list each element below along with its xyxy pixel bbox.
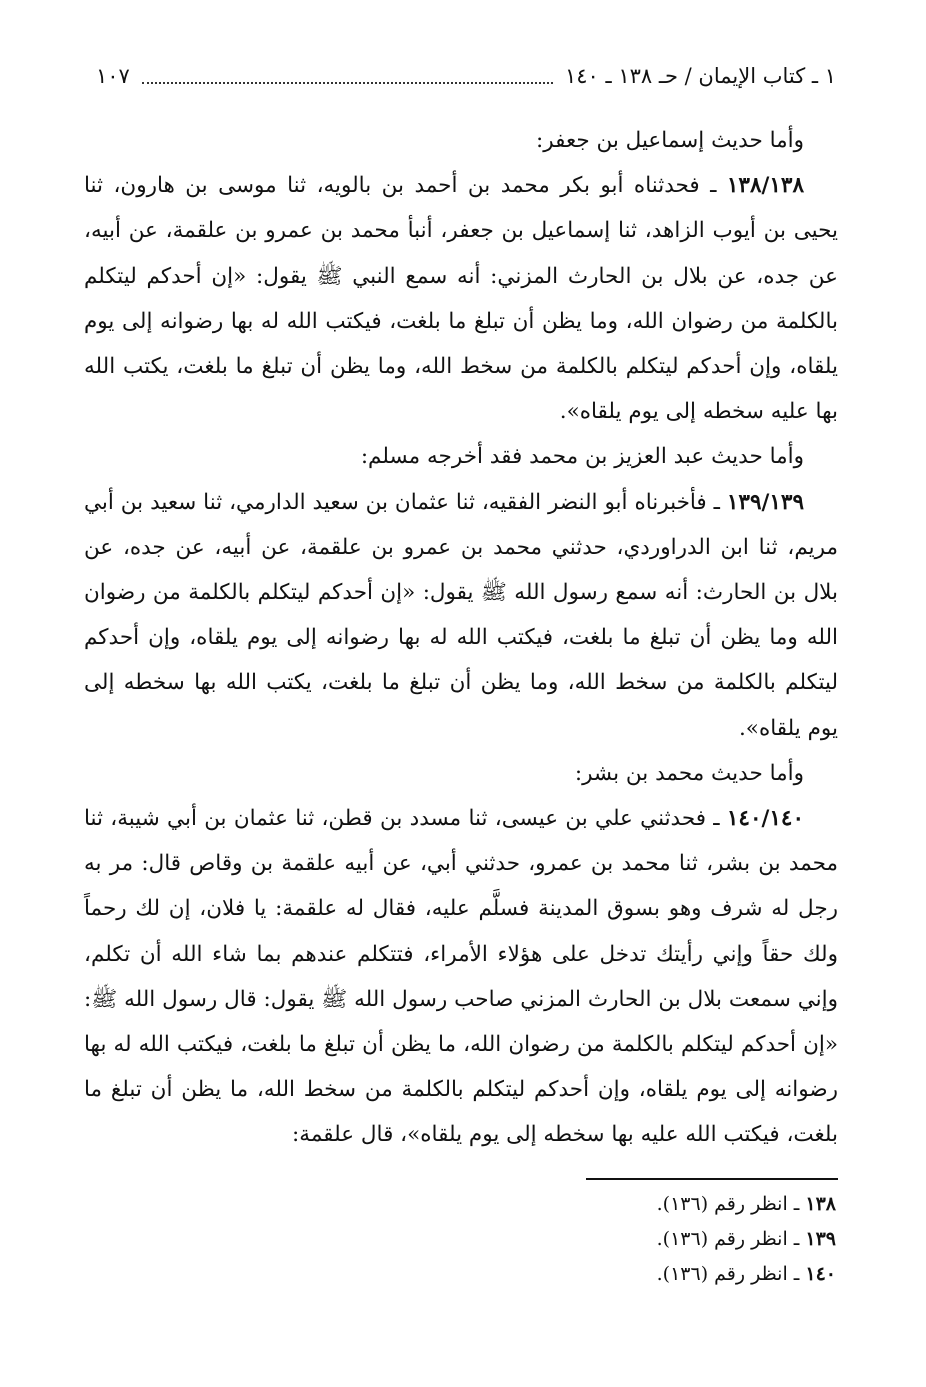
- hadith-text: ـ فحدثناه أبو بكر محمد بن أحمد بن بالويه، ثنا موسى بن هارون، ثنا يحيى بن أيوب الزاهد، ثنا إسماعيل بن جعفر، أنبأ محمد بن عمرو بن علقمة، عن أبيه، عن جده، عن بلال بن الحارث المزني: أنه سمع النبي ﷺ يقول: «إن أحدكم ليتكلم بالكلمة من رضوان الله، وما يظن أن تبلغ ما بلغت، فيكتب الله له بها رضوانه إلى يوم يلقاه، وإن أحدكم ليتكلم بالكلمة من سخط الله، وما يظن أن تبلغ ما بلغت، يكتب الله بها عليه سخطه إلى يوم يلقاه».: [84, 173, 838, 425]
- hadith-text: ـ فأخبرناه أبو النضر الفقيه، ثنا عثمان بن سعيد الدارمي، ثنا سعيد بن أبي مريم، ثنا ابن الدراوردي، حدثني محمد بن عمرو بن علقمة، عن أبيه، عن جده، عن بلال بن الحارث: أنه سمع رسول الله ﷺ يقول: «إن أحدكم ليتكلم بالكلمة من رضوان الله وما يظن أن تبلغ ما بلغت، فيكتب الله له بها رضوانه إلى يوم يلقاه، وإن أحدكم ليتكلم بالكلمة من سخط الله، وما يظن أن تبلغ ما بلغت، يكتب الله بها سخطه إلى يوم يلقاه».: [84, 489, 838, 741]
- hadith-number: ١٣٨/١٣٨: [726, 173, 804, 199]
- hadith-paragraph: [84, 480, 838, 751]
- hadith-paragraph: [84, 796, 838, 1158]
- intro-line: وأما حديث عبد العزيز بن محمد فقد أخرجه مسلم:: [360, 444, 804, 470]
- footnote-number: ١٣٩: [805, 1228, 836, 1250]
- footnote-text: ـ انظر رقم (١٣٦).: [656, 1263, 806, 1285]
- main-text: [84, 118, 838, 1158]
- running-header: [96, 58, 836, 94]
- footnote: [84, 1257, 838, 1292]
- footnote: [84, 1187, 838, 1222]
- footnote-number: ١٣٨: [805, 1193, 836, 1215]
- intro-line: وأما حديث إسماعيل بن جعفر:: [536, 128, 804, 153]
- hadith-text: ـ فحدثني علي بن عيسى، ثنا مسدد بن قطن، ثنا عثمان بن أبي شيبة، ثنا محمد بن بشر، ثنا محمد بن عمرو، حدثني أبي، عن أبيه علقمة بن وقاص قال: مر به رجل له شرف وهو بسوق المدينة فسلَّم عليه، فقال له علقمة: يا فلان، إن لك رحماً ولك حقاً وإني رأيتك تدخل على هؤلاء الأمراء، فتتكلم عندهم بما شاء الله أن تكلم، وإني سمعت بلال بن الحارث المزني صاحب رسول الله ﷺ يقول: قال رسول الله ﷺ: «إن أحدكم ليتكلم بالكلمة من رضوان الله، ما يظن أن تبلغ ما بلغت، فيكتب الله له بها رضوانه إلى يوم يلقاه، وإن أحدكم ليتكلم بالكلمة من سخط الله، ما يظن أن تبلغ ما بلغت، فيكتب الله عليه بها سخطه إلى يوم يلقاه»، قال علقمة:: [84, 806, 838, 1148]
- intro-line: وأما حديث محمد بن بشر:: [574, 760, 804, 786]
- footnotes: [84, 1187, 838, 1292]
- footnote-text: ـ انظر رقم (١٣٦).: [656, 1228, 806, 1250]
- footnote: [84, 1222, 838, 1257]
- leader-dots: [142, 68, 553, 84]
- footnote-text: ـ انظر رقم (١٣٦).: [656, 1193, 806, 1215]
- hadith-number: ١٣٩/١٣٩: [726, 489, 804, 515]
- footnote-divider: [586, 1178, 838, 1180]
- hadith-number: ١٤٠/١٤٠: [726, 806, 804, 832]
- page-number: ١٠٧: [96, 64, 130, 88]
- footnote-number: ١٤٠: [805, 1263, 836, 1285]
- chapter-title: ١ ـ كتاب الإيمان / حـ ١٣٨ ـ ١٤٠: [564, 64, 836, 88]
- hadith-paragraph: [84, 163, 838, 434]
